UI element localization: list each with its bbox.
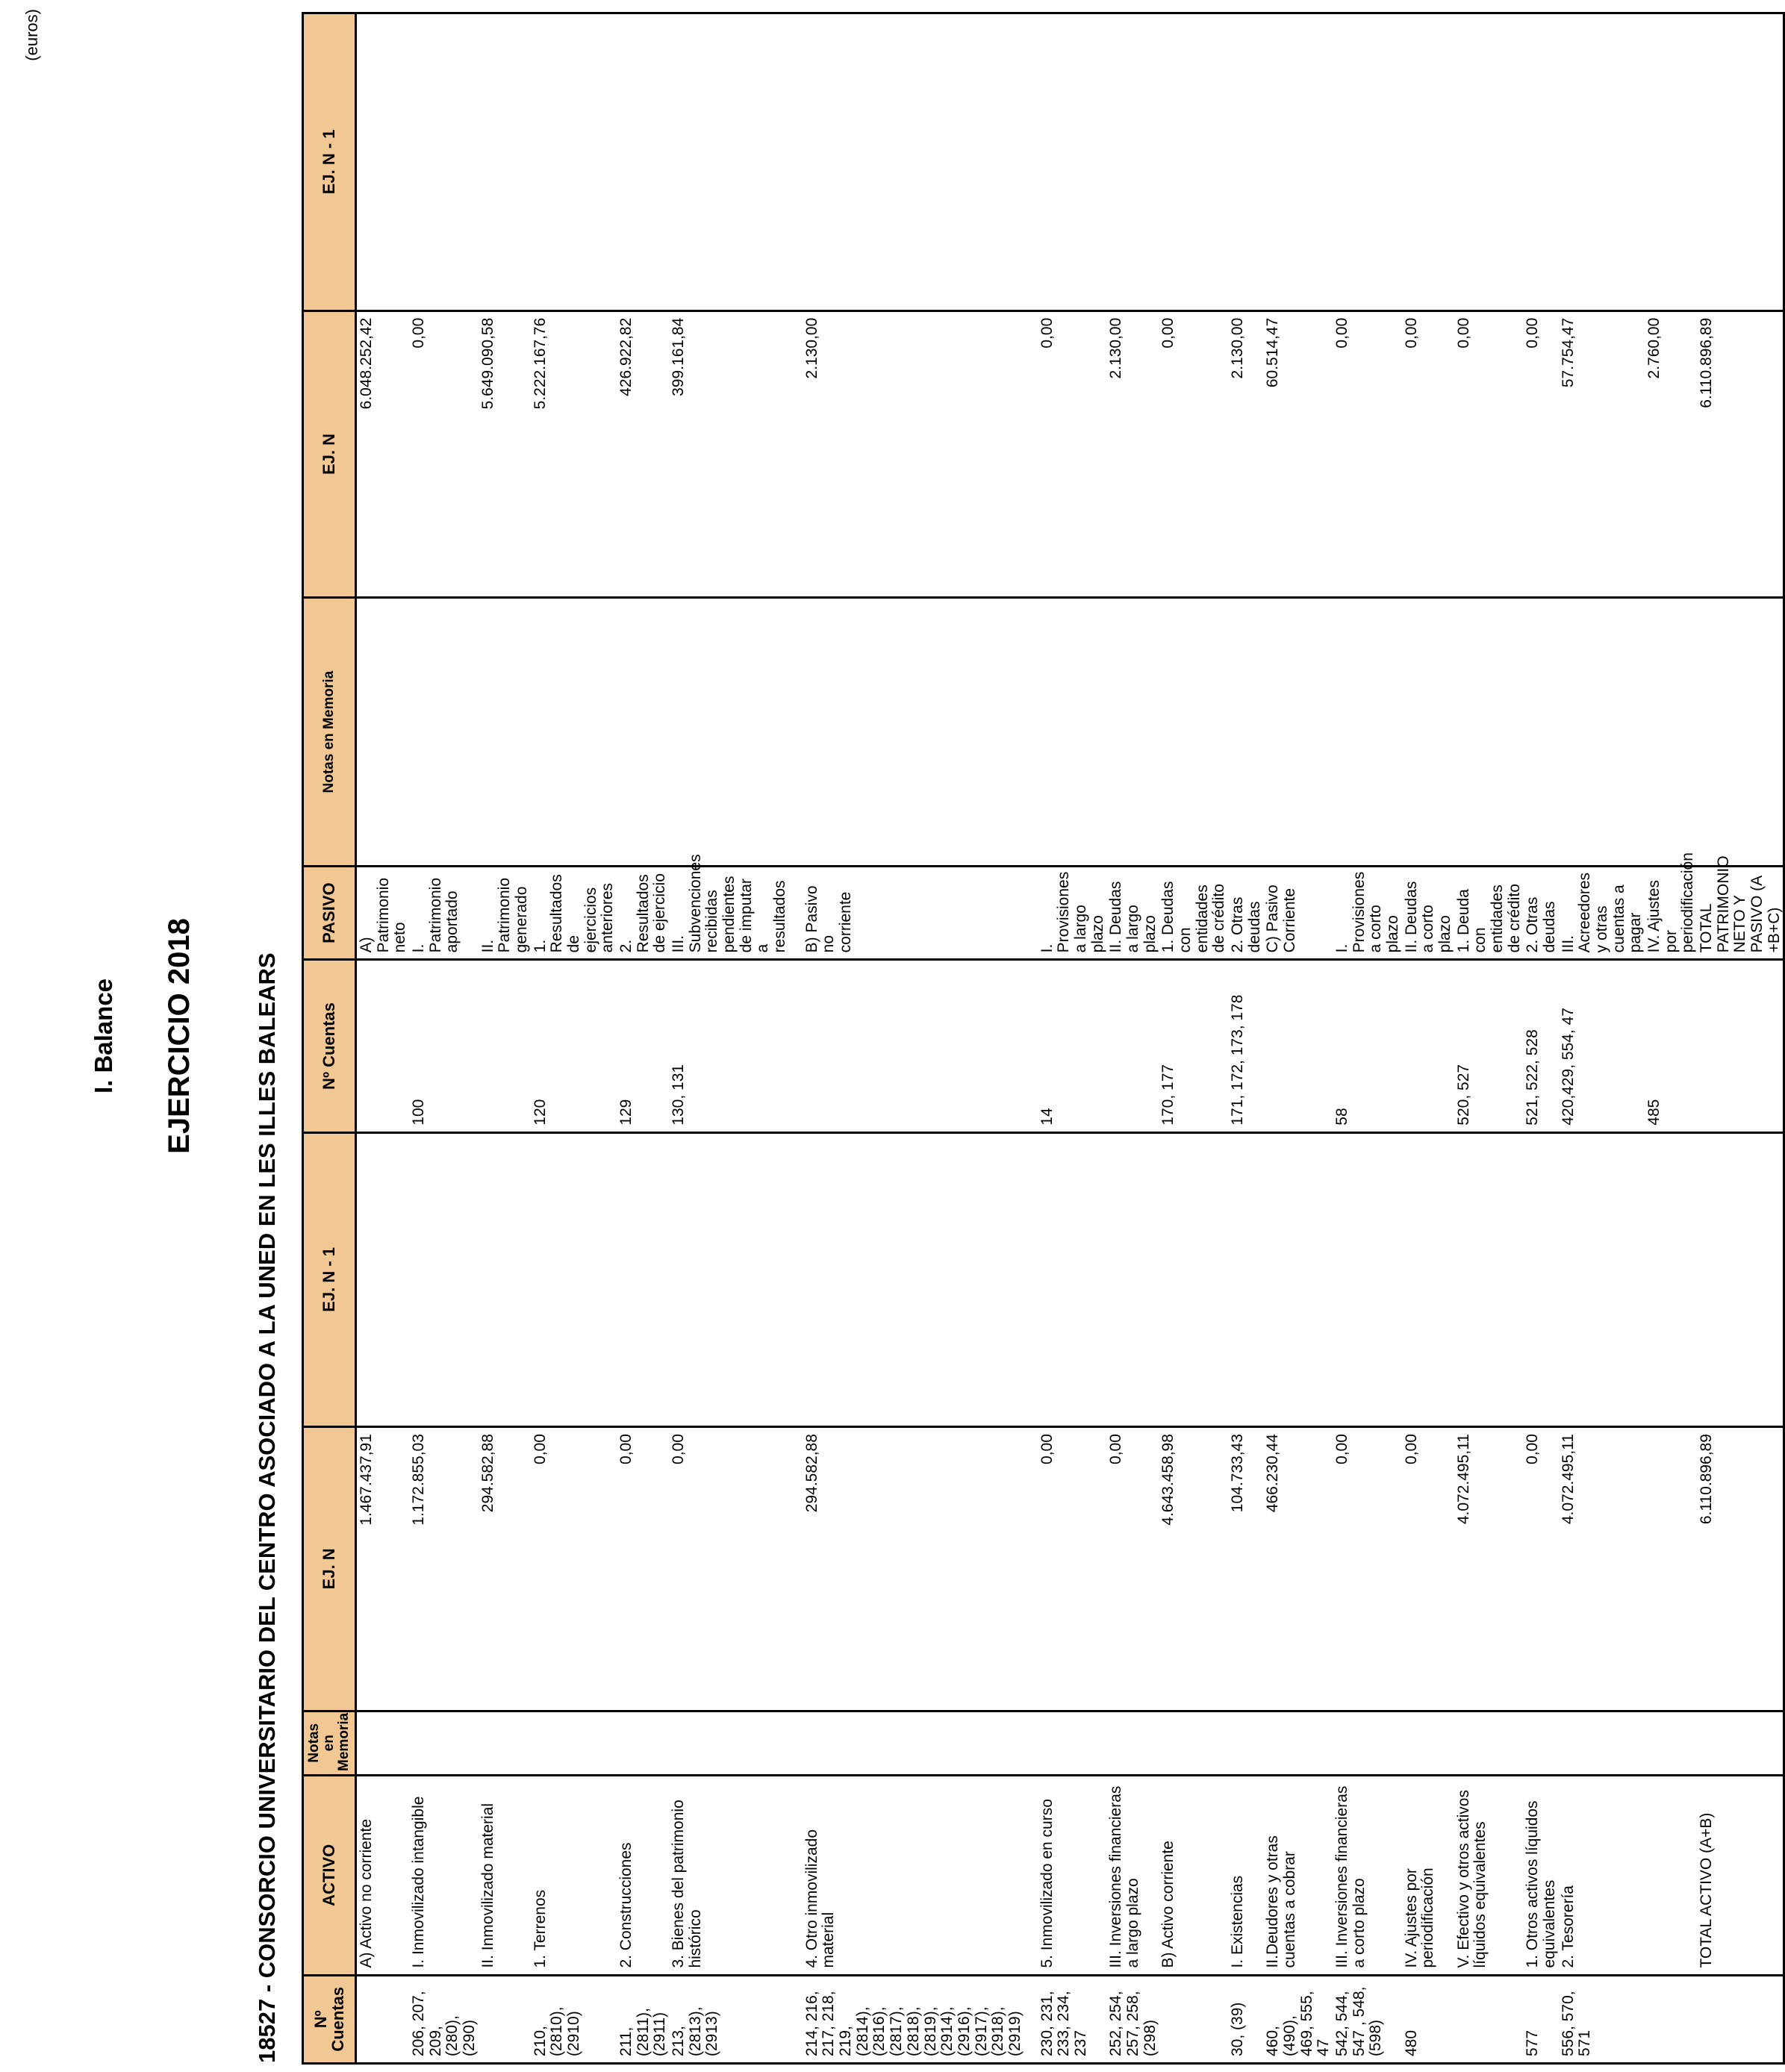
activo-value-n1 bbox=[669, 1132, 789, 1426]
spacer-cell bbox=[789, 1711, 803, 1775]
account-codes-pasivo: 521, 522, 528 bbox=[1523, 960, 1558, 1132]
activo-value-n1 bbox=[479, 1132, 531, 1426]
pasivo-value-n: 399.161,84 bbox=[669, 311, 789, 598]
account-codes-activo: 30, (39) bbox=[1228, 1975, 1263, 2063]
account-codes-activo bbox=[356, 1975, 410, 2063]
notes-pasivo bbox=[1106, 598, 1159, 867]
pasivo-value-n: 57.754,47 bbox=[1559, 311, 1645, 598]
notes-pasivo bbox=[1697, 598, 1784, 867]
pasivo-value-n: 0,00 bbox=[1038, 311, 1107, 598]
spacer-cell bbox=[1024, 1427, 1038, 1711]
notes-activo bbox=[1402, 1711, 1454, 1775]
notes-activo bbox=[1106, 1711, 1159, 1775]
activo-value-n: 0,00 bbox=[669, 1427, 789, 1711]
header-activo: ACTIVO bbox=[303, 1775, 356, 1975]
pasivo-label: II. Deudas a largo plazo bbox=[1106, 866, 1159, 959]
pasivo-label: 1. Deuda con entidades de crédito bbox=[1454, 866, 1524, 959]
account-codes-activo: 230, 231, 233, 234, 237 bbox=[1038, 1975, 1107, 2063]
activo-value-n: 294.582,88 bbox=[803, 1427, 1024, 1711]
table-row bbox=[1263, 13, 1333, 2064]
activo-value-n: 0,00 bbox=[1106, 1427, 1159, 1711]
table-row bbox=[1454, 13, 1524, 2064]
table-row bbox=[479, 13, 531, 2064]
activo-value-n1 bbox=[409, 1132, 479, 1426]
pasivo-label: III. Subvenciones recibidas pendientes de imputar a resultados bbox=[669, 866, 789, 959]
pasivo-value-n1 bbox=[1645, 13, 1697, 311]
notes-activo bbox=[409, 1711, 479, 1775]
header-ejn-activo: EJ. N bbox=[303, 1427, 356, 1711]
account-codes-activo bbox=[1697, 1975, 1784, 2063]
account-codes-activo: 252, 254, 257, 258, (298) bbox=[1106, 1975, 1159, 2063]
account-codes-pasivo: 100 bbox=[409, 960, 479, 1132]
notes-pasivo bbox=[1228, 598, 1263, 867]
pasivo-value-n: 0,00 bbox=[1523, 311, 1558, 598]
notes-activo bbox=[1523, 1711, 1558, 1775]
account-codes-pasivo: 130, 131 bbox=[669, 960, 789, 1132]
activo-value-n1 bbox=[1228, 1132, 1263, 1426]
notes-activo bbox=[803, 1711, 1024, 1775]
notes-activo bbox=[1697, 1711, 1784, 1775]
notes-pasivo bbox=[1263, 598, 1333, 867]
account-codes-pasivo bbox=[1106, 960, 1159, 1132]
balance-table bbox=[302, 12, 1785, 2065]
pasivo-value-n: 6.110.896,89 bbox=[1697, 311, 1784, 598]
activo-value-n: 0,00 bbox=[617, 1427, 669, 1711]
activo-label: 1. Terrenos bbox=[531, 1775, 617, 1975]
notes-pasivo bbox=[1645, 598, 1697, 867]
pasivo-value-n1 bbox=[531, 13, 617, 311]
spacer-cell bbox=[789, 1427, 803, 1711]
header-cuentas-activo: Nº Cuentas bbox=[303, 1975, 356, 2063]
account-codes-pasivo bbox=[1697, 960, 1784, 1132]
pasivo-label: B) Pasivo no corriente bbox=[803, 866, 1024, 959]
document-title: I. Balance bbox=[90, 978, 117, 1094]
pasivo-label: III. Acreedores y otras cuentas a pagar bbox=[1559, 866, 1645, 959]
pasivo-value-n: 5.649.090,58 bbox=[479, 311, 531, 598]
activo-value-n1 bbox=[1159, 1132, 1228, 1426]
spacer-cell bbox=[1024, 598, 1038, 867]
account-codes-activo: 214, 216, 217, 218, 219, (2814), (2816), (2817), (2818), (2819), (2914), (2916), (2917), (2918), (2919) bbox=[803, 1975, 1024, 2063]
activo-label: TOTAL ACTIVO (A+B) bbox=[1697, 1775, 1784, 1975]
pasivo-label: A) Patrimonio neto bbox=[356, 866, 410, 959]
pasivo-value-n1 bbox=[356, 13, 410, 311]
account-codes-pasivo bbox=[356, 960, 410, 1132]
activo-value-n1 bbox=[1645, 1132, 1697, 1426]
pasivo-value-n: 426.922,82 bbox=[617, 311, 669, 598]
spacer-cell bbox=[789, 13, 803, 311]
pasivo-value-n: 0,00 bbox=[1159, 311, 1228, 598]
spacer-cell bbox=[789, 1775, 803, 1975]
activo-label: IV. Ajustes por periodificación bbox=[1402, 1775, 1454, 1975]
activo-label: I. Inmovilizado intangible bbox=[409, 1775, 479, 1975]
notes-pasivo bbox=[1159, 598, 1228, 867]
activo-value-n: 0,00 bbox=[1038, 1427, 1107, 1711]
table-row bbox=[617, 13, 669, 2064]
notes-pasivo bbox=[531, 598, 617, 867]
pasivo-value-n1 bbox=[1263, 13, 1333, 311]
pasivo-value-n1 bbox=[1159, 13, 1228, 311]
account-codes-activo bbox=[1159, 1975, 1228, 2063]
pasivo-value-n1 bbox=[1454, 13, 1524, 311]
account-codes-pasivo bbox=[1263, 960, 1333, 1132]
pasivo-label: I. Provisiones a corto plazo bbox=[1333, 866, 1402, 959]
pasivo-label: C) Pasivo Corriente bbox=[1263, 866, 1333, 959]
activo-label: III. Inversiones financieras a corto plazo bbox=[1333, 1775, 1402, 1975]
pasivo-label: TOTAL PATRIMONIO NETO Y PASIVO (A +B+C) bbox=[1697, 866, 1784, 959]
header-notas-activo: Notas en Memoria bbox=[303, 1711, 356, 1775]
notes-pasivo bbox=[479, 598, 531, 867]
pasivo-label: 2. Otras deudas bbox=[1523, 866, 1558, 959]
account-codes-activo: 542, 544, 547 , 548, (598) bbox=[1333, 1975, 1402, 2063]
account-codes-pasivo: 120 bbox=[531, 960, 617, 1132]
activo-value-n: 0,00 bbox=[1402, 1427, 1454, 1711]
activo-label: III. Inversiones financieras a largo plazo bbox=[1106, 1775, 1159, 1975]
pasivo-value-n: 0,00 bbox=[1454, 311, 1524, 598]
notes-activo bbox=[617, 1711, 669, 1775]
account-codes-pasivo bbox=[803, 960, 1024, 1132]
notes-activo bbox=[1038, 1711, 1107, 1775]
pasivo-label: 1. Resultados de ejercicios anteriores bbox=[531, 866, 617, 959]
spacer-cell bbox=[1024, 13, 1038, 311]
account-codes-pasivo: 129 bbox=[617, 960, 669, 1132]
activo-value-n: 104.733,43 bbox=[1228, 1427, 1263, 1711]
account-codes-pasivo: 420,429, 554, 47 bbox=[1559, 960, 1645, 1132]
pasivo-label: I. Patrimonio aportado bbox=[409, 866, 479, 959]
spacer-cell bbox=[789, 1132, 803, 1426]
activo-value-n1 bbox=[1697, 1132, 1784, 1426]
account-codes-activo: 213, (2813), (2913) bbox=[669, 1975, 789, 2063]
activo-value-n: 4.072.495,11 bbox=[1559, 1427, 1645, 1711]
notes-pasivo bbox=[1523, 598, 1558, 867]
activo-value-n1 bbox=[803, 1132, 1024, 1426]
table-row bbox=[1523, 13, 1558, 2064]
notes-activo bbox=[1454, 1711, 1524, 1775]
activo-value-n: 4.072.495,11 bbox=[1454, 1427, 1524, 1711]
table-row bbox=[1402, 13, 1454, 2064]
pasivo-label: II. Patrimonio generado bbox=[479, 866, 531, 959]
header-notas-pasivo: Notas en Memoria bbox=[303, 598, 356, 867]
activo-value-n1 bbox=[617, 1132, 669, 1426]
pasivo-value-n: 2.130,00 bbox=[803, 311, 1024, 598]
account-codes-pasivo: 520, 527 bbox=[1454, 960, 1524, 1132]
activo-label: B) Activo corriente bbox=[1159, 1775, 1228, 1975]
notes-activo bbox=[1559, 1711, 1645, 1775]
pasivo-value-n1 bbox=[1106, 13, 1159, 311]
table-row bbox=[1559, 13, 1645, 2064]
pasivo-value-n1 bbox=[479, 13, 531, 311]
activo-label bbox=[1645, 1775, 1697, 1975]
spacer-cell bbox=[1024, 1775, 1038, 1975]
activo-value-n bbox=[1645, 1427, 1697, 1711]
pasivo-value-n1 bbox=[803, 13, 1024, 311]
account-codes-pasivo: 485 bbox=[1645, 960, 1697, 1132]
activo-label: 1. Otros activos líquidos equivalentes bbox=[1523, 1775, 1558, 1975]
activo-value-n1 bbox=[1106, 1132, 1159, 1426]
activo-label: II.Deudores y otras cuentas a cobrar bbox=[1263, 1775, 1333, 1975]
notes-activo bbox=[356, 1711, 410, 1775]
notes-pasivo bbox=[409, 598, 479, 867]
account-codes-pasivo: 58 bbox=[1333, 960, 1402, 1132]
activo-value-n1 bbox=[1454, 1132, 1524, 1426]
activo-label: 3. Bienes del patrimonio histórico bbox=[669, 1775, 789, 1975]
account-codes-activo bbox=[479, 1975, 531, 2063]
account-codes-activo: 211, (2811), (2911) bbox=[617, 1975, 669, 2063]
table-row bbox=[1697, 13, 1784, 2064]
activo-value-n1 bbox=[1402, 1132, 1454, 1426]
header-cuentas-pasivo: Nº Cuentas bbox=[303, 960, 356, 1132]
table-row bbox=[531, 13, 617, 2064]
table-row bbox=[1106, 13, 1159, 2064]
account-codes-activo: 460, (490), 469, 555, 47 bbox=[1263, 1975, 1333, 2063]
activo-value-n1 bbox=[1559, 1132, 1645, 1426]
spacer-cell bbox=[789, 598, 803, 867]
account-codes-activo: 206, 207, 209, (280), (290) bbox=[409, 1975, 479, 2063]
table-row bbox=[356, 13, 410, 2064]
activo-label: A) Activo no corriente bbox=[356, 1775, 410, 1975]
notes-pasivo bbox=[617, 598, 669, 867]
account-codes-activo bbox=[1645, 1975, 1697, 2063]
notes-activo bbox=[1159, 1711, 1228, 1775]
account-codes-activo bbox=[1454, 1975, 1524, 2063]
pasivo-value-n: 0,00 bbox=[1402, 311, 1454, 598]
activo-value-n: 1.172.855,03 bbox=[409, 1427, 479, 1711]
activo-value-n: 4.643.458,98 bbox=[1159, 1427, 1228, 1711]
activo-value-n: 6.110.896,89 bbox=[1697, 1427, 1784, 1711]
notes-pasivo bbox=[356, 598, 410, 867]
account-codes-pasivo bbox=[479, 960, 531, 1132]
activo-value-n: 294.582,88 bbox=[479, 1427, 531, 1711]
header-ejn-pasivo: EJ. N bbox=[303, 311, 356, 598]
activo-label: 2. Construcciones bbox=[617, 1775, 669, 1975]
notes-activo bbox=[1333, 1711, 1402, 1775]
table-row bbox=[1159, 13, 1228, 2064]
notes-pasivo bbox=[669, 598, 789, 867]
notes-activo bbox=[1645, 1711, 1697, 1775]
pasivo-value-n: 2.130,00 bbox=[1228, 311, 1263, 598]
spacer-cell bbox=[789, 960, 803, 1132]
spacer-cell bbox=[1024, 1132, 1038, 1426]
pasivo-value-n: 5.222.167,76 bbox=[531, 311, 617, 598]
pasivo-value-n1 bbox=[1333, 13, 1402, 311]
pasivo-value-n1 bbox=[1697, 13, 1784, 311]
activo-value-n: 0,00 bbox=[531, 1427, 617, 1711]
activo-value-n1 bbox=[531, 1132, 617, 1426]
balance-body bbox=[356, 13, 1784, 2064]
pasivo-value-n1 bbox=[1523, 13, 1558, 311]
table-row bbox=[1038, 13, 1107, 2064]
pasivo-value-n: 0,00 bbox=[1333, 311, 1402, 598]
notes-pasivo bbox=[1038, 598, 1107, 867]
pasivo-value-n: 2.130,00 bbox=[1106, 311, 1159, 598]
spacer-cell bbox=[789, 1975, 803, 2063]
table-row bbox=[803, 13, 1024, 2064]
pasivo-value-n1 bbox=[409, 13, 479, 311]
pasivo-value-n1 bbox=[1038, 13, 1107, 311]
notes-pasivo bbox=[1333, 598, 1402, 867]
activo-label: 2. Tesorería bbox=[1559, 1775, 1645, 1975]
header-pasivo: PASIVO bbox=[303, 866, 356, 959]
activo-value-n1 bbox=[1038, 1132, 1107, 1426]
pasivo-value-n1 bbox=[1402, 13, 1454, 311]
pasivo-value-n: 60.514,47 bbox=[1263, 311, 1333, 598]
spacer-cell bbox=[789, 311, 803, 598]
account-codes-activo: 577 bbox=[1523, 1975, 1558, 2063]
pasivo-label: IV. Ajustes por periodificación bbox=[1645, 866, 1697, 959]
pasivo-value-n1 bbox=[617, 13, 669, 311]
spacer-cell bbox=[1024, 866, 1038, 959]
activo-label: 5. Inmovilizado en curso bbox=[1038, 1775, 1107, 1975]
table-row bbox=[1228, 13, 1263, 2064]
pasivo-value-n: 0,00 bbox=[409, 311, 479, 598]
notes-activo bbox=[669, 1711, 789, 1775]
exercise-heading: EJERCICIO 2018 bbox=[163, 918, 196, 1154]
pasivo-label: I. Provisiones a largo plazo bbox=[1038, 866, 1107, 959]
spacer-cell bbox=[789, 866, 803, 959]
activo-label: 4. Otro inmovilizado material bbox=[803, 1775, 1024, 1975]
spacer-cell bbox=[1024, 311, 1038, 598]
activo-value-n: 0,00 bbox=[1523, 1427, 1558, 1711]
account-codes-activo: 556, 570, 571 bbox=[1559, 1975, 1645, 2063]
pasivo-value-n1 bbox=[1228, 13, 1263, 311]
activo-label: V. Efectivo y otros activos líquidos equivalentes bbox=[1454, 1775, 1524, 1975]
notes-pasivo bbox=[1559, 598, 1645, 867]
currency-unit: (euros) bbox=[22, 9, 41, 61]
notes-activo bbox=[479, 1711, 531, 1775]
pasivo-value-n: 6.048.252,42 bbox=[356, 311, 410, 598]
notes-pasivo bbox=[1402, 598, 1454, 867]
activo-value-n1 bbox=[1333, 1132, 1402, 1426]
activo-value-n: 0,00 bbox=[1333, 1427, 1402, 1711]
account-codes-pasivo bbox=[1402, 960, 1454, 1132]
header-ejn1-activo: EJ. N - 1 bbox=[303, 1132, 356, 1426]
notes-activo bbox=[531, 1711, 617, 1775]
pasivo-value-n: 2.760,00 bbox=[1645, 311, 1697, 598]
notes-pasivo bbox=[803, 598, 1024, 867]
spacer-cell bbox=[1024, 1711, 1038, 1775]
activo-value-n1 bbox=[356, 1132, 410, 1426]
spacer-cell bbox=[1024, 1975, 1038, 2063]
pasivo-label: 1. Deudas con entidades de crédito bbox=[1159, 866, 1228, 959]
account-codes-activo: 480 bbox=[1402, 1975, 1454, 2063]
account-codes-activo: 210, (2810), (2910) bbox=[531, 1975, 617, 2063]
activo-label: II. Inmovilizado material bbox=[479, 1775, 531, 1975]
activo-label: I. Existencias bbox=[1228, 1775, 1263, 1975]
notes-activo bbox=[1228, 1711, 1263, 1775]
pasivo-label: II. Deudas a corto plazo bbox=[1402, 866, 1454, 959]
pasivo-label: 2. Resultados de ejercicio bbox=[617, 866, 669, 959]
activo-value-n: 466.230,44 bbox=[1263, 1427, 1333, 1711]
account-codes-pasivo: 171, 172, 173, 178 bbox=[1228, 960, 1263, 1132]
notes-activo bbox=[1263, 1711, 1333, 1775]
table-row bbox=[669, 13, 789, 2064]
account-codes-pasivo: 170, 177 bbox=[1159, 960, 1228, 1132]
spacer-cell bbox=[1024, 960, 1038, 1132]
pasivo-label: 2. Otras deudas bbox=[1228, 866, 1263, 959]
activo-value-n1 bbox=[1523, 1132, 1558, 1426]
pasivo-value-n1 bbox=[669, 13, 789, 311]
header-ejn1-pasivo: EJ. N - 1 bbox=[303, 13, 356, 311]
spacer-row bbox=[789, 13, 803, 2064]
pasivo-value-n1 bbox=[1559, 13, 1645, 311]
table-row bbox=[409, 13, 479, 2064]
table-header-row bbox=[303, 13, 356, 2064]
notes-pasivo bbox=[1454, 598, 1524, 867]
table-row bbox=[1645, 13, 1697, 2064]
activo-value-n1 bbox=[1263, 1132, 1333, 1426]
spacer-row bbox=[1024, 13, 1038, 2064]
account-codes-pasivo: 14 bbox=[1038, 960, 1107, 1132]
activo-value-n: 1.467.437,91 bbox=[356, 1427, 410, 1711]
table-row bbox=[1333, 13, 1402, 2064]
entity-name: 18527 - CONSORCIO UNIVERSITARIO DEL CENTRO ASOCIADO A LA UNED EN LES ILLES BALEARS bbox=[254, 952, 280, 2063]
